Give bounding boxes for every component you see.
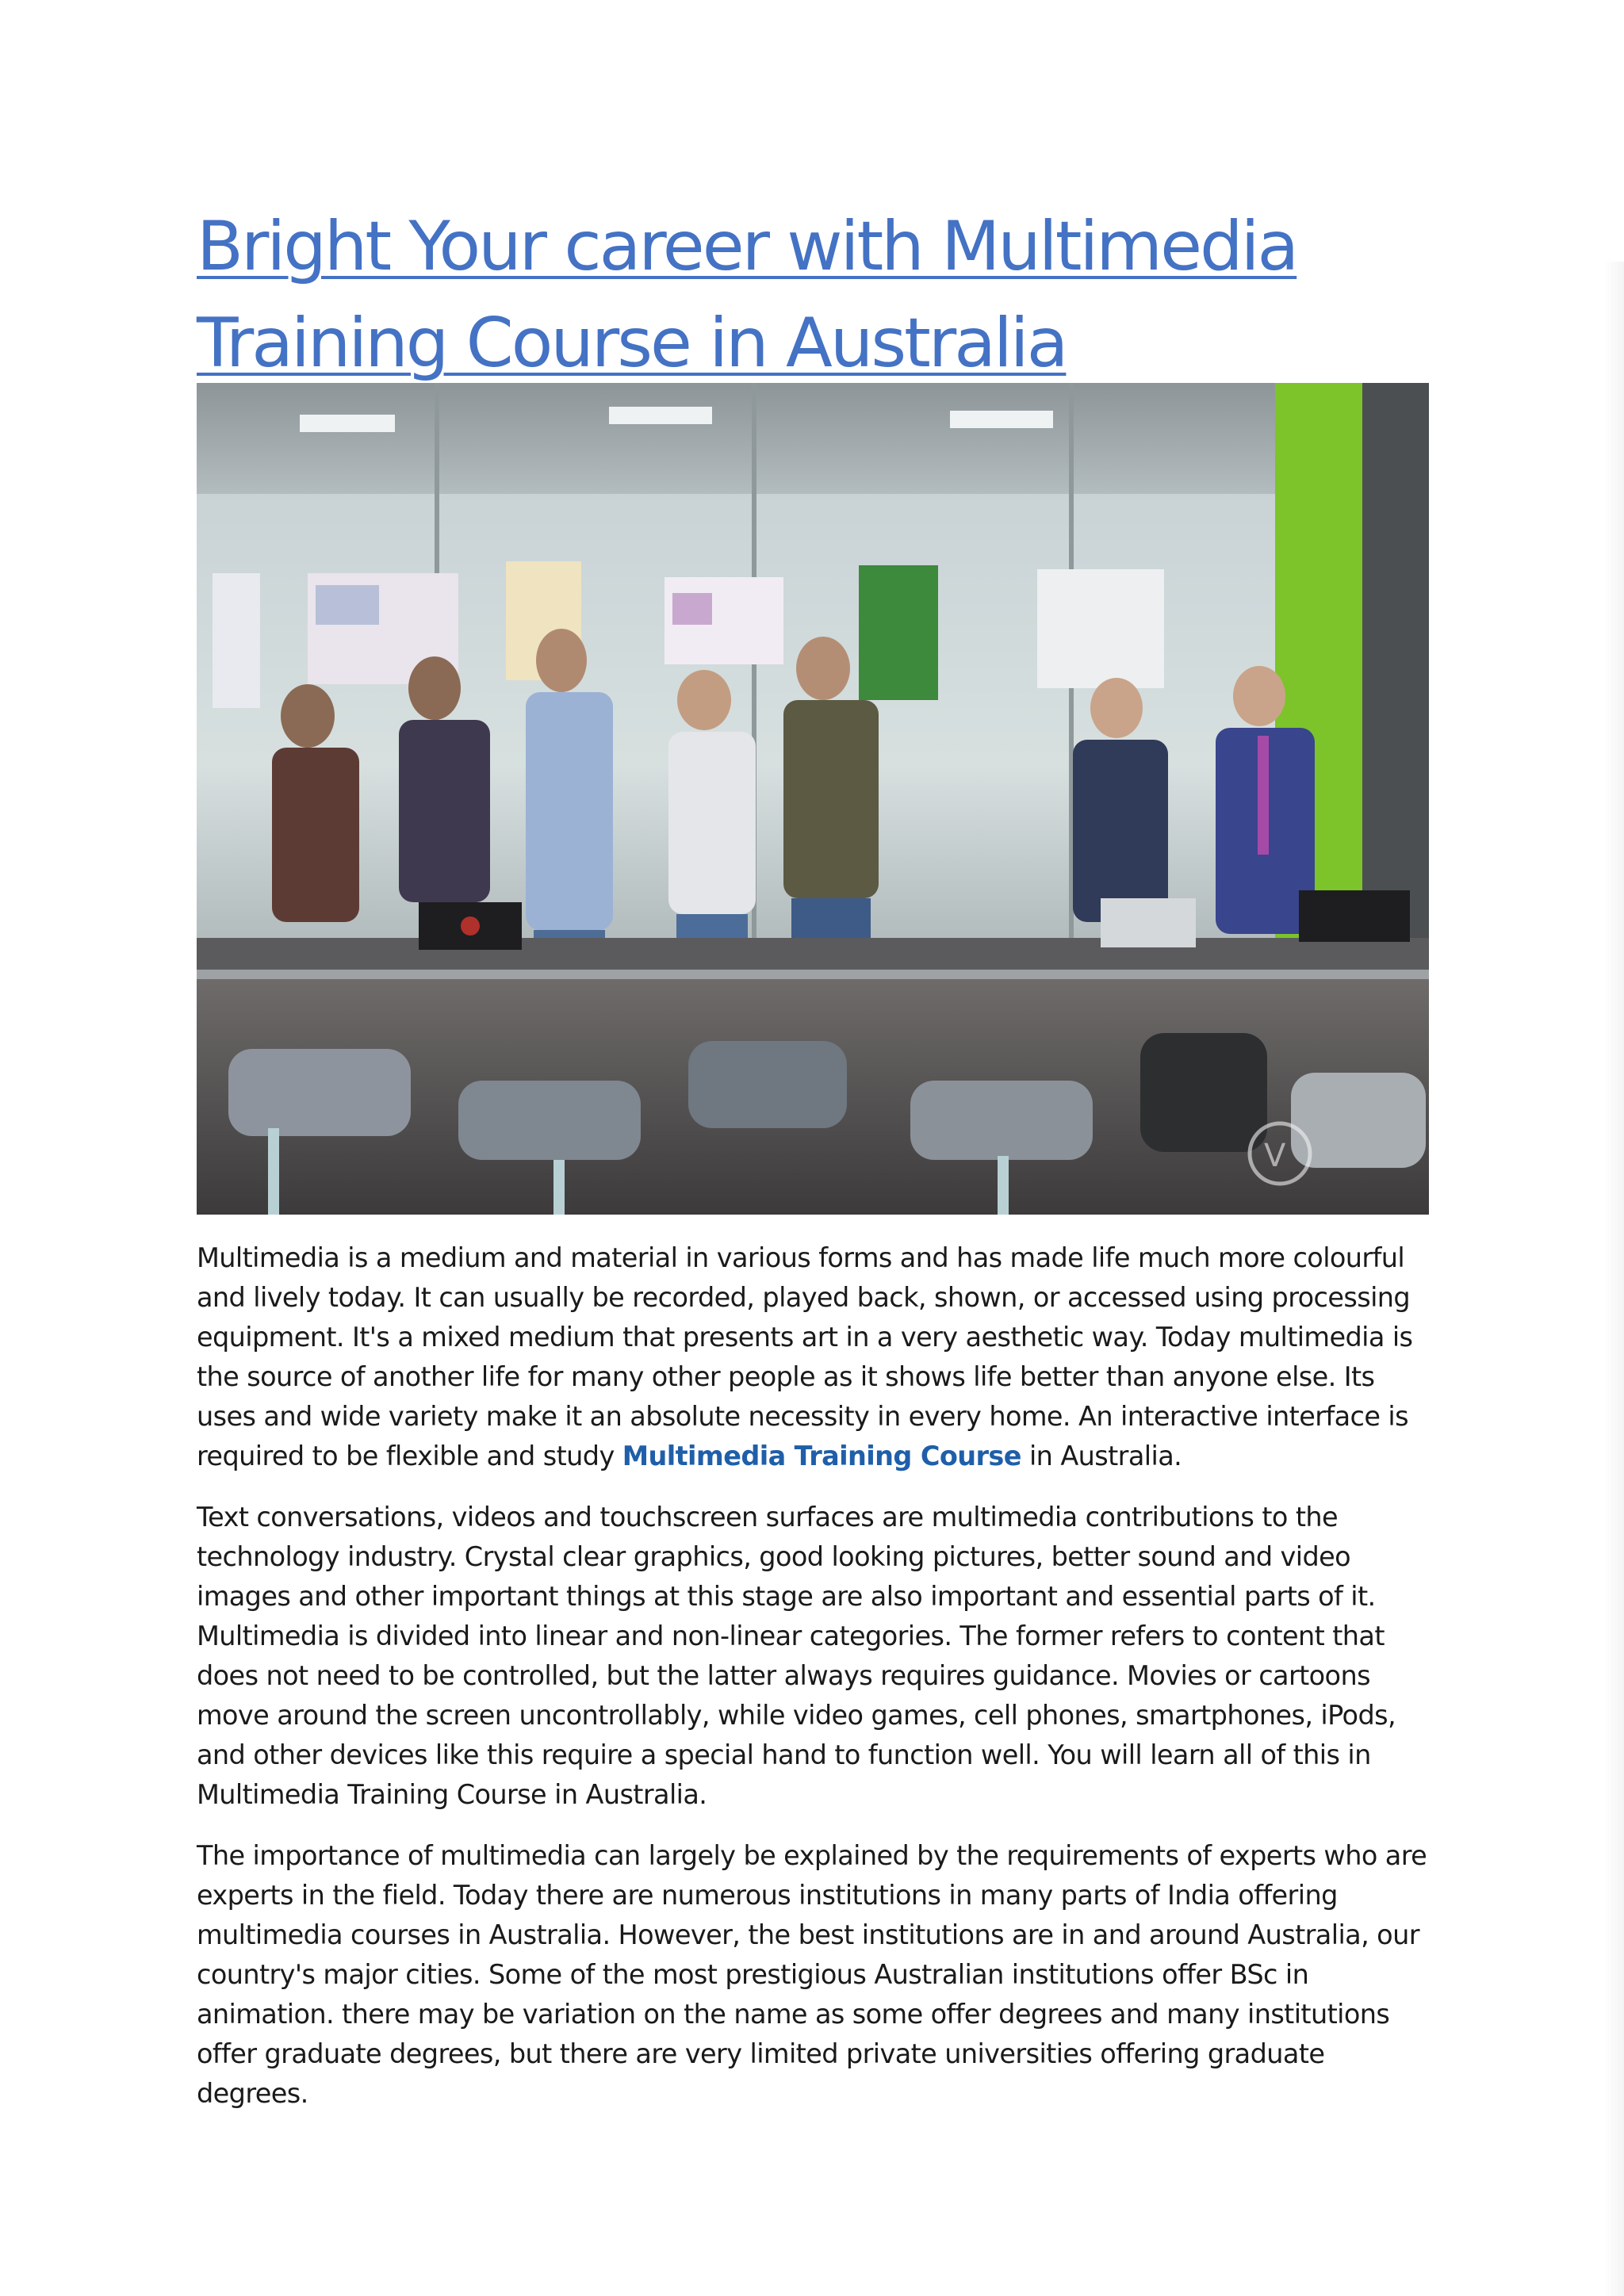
- multimedia-training-course-link[interactable]: Multimedia Training Course: [622, 1441, 1021, 1471]
- paragraph-2: Text conversations, videos and touchscreen surfaces are multimedia contributions to the technology industry. Crystal clear graphics, good looking pictures, better sound and video images and other important things at this stage are also important and essential parts of it. Multimedia is divided into linear and non-linear categories. The former refers to content that does not need to be controlled, but the latter always requires guidance. Movies or cartoons move around the screen uncontrollably, while video games, cell phones, smartphones, iPods, and other devices like this require a special hand to function well. You will learn all of this in Multimedia Training Course in Australia.: [197, 1502, 1396, 1810]
- paragraph-1: [197, 1238, 1434, 1476]
- title-link[interactable]: Bright Your career with Multimedia Training Course in Australia: [197, 207, 1297, 383]
- page-title: [197, 198, 1434, 392]
- classroom-photo: [197, 383, 1429, 1215]
- article-body: [197, 1238, 1434, 2135]
- paragraph-1-tail: in Australia.: [1021, 1441, 1182, 1471]
- paragraph-1-text: Multimedia is a medium and material in various forms and has made life much more colourful and lively today. It can usually be recorded, played back, shown, or accessed using processing equipment. It's a mixed medium that presents art in a very aesthetic way. Today multimedia is the source of another life for many other people as it shows life better than anyone else. Its uses and wide variety make it an absolute necessity in every home. An interactive interface is required to be flexible and study: [197, 1242, 1413, 1471]
- paragraph-3: The importance of multimedia can largely be explained by the requirements of experts who are experts in the field. Today there are numerous institutions in many parts of India offering multimedia courses in Australia. However, the best institutions are in and around Australia, our country's major cities. Some of the most prestigious Australian institutions offer BSc in animation. there may be variation on the name as some offer degrees and many institutions offer graduate degrees, but there are very limited private universities offering graduate degrees.: [197, 1840, 1427, 2109]
- page-edge-shadow: [1603, 262, 1624, 2296]
- svg-text:V: V: [1264, 1138, 1286, 1174]
